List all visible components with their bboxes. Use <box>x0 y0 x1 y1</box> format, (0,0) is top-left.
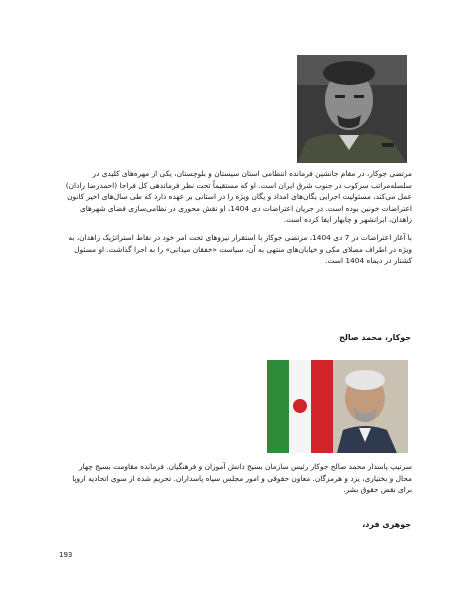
paragraph-3: سرتیپ پاسدار محمد صالح جوکار رئیس سازمان بسیج دانش آموزان و فرهنگیان. فرمانده مقاومت بسیج چهار محال و بختیاری، یزد و هرمزگان. معاون حقوقی و امور مجلس سپاه پاسداران. تحریم شده از سوی اتحادیه اروپا برای نقض حقوق بشر. <box>72 462 412 494</box>
portrait-with-iran-flag-photo <box>267 360 408 453</box>
page-number: 193 <box>59 551 73 559</box>
paragraph-1: مرتضی جوکار، در مقام جانشین فرمانده انتظامی استان سیستان و بلوچستان، یکی از مهره‌های کلیدی در سلسله‌مراتب سرکوب در جنوب شرق ایران است. او که مستقیماً تحت نظر فرماندهی کل فراجا (احمدرضا رادان) عمل می‌کند، مسئولیت اجرایی یگان‌های امداد و یگان ویژه را در استانی بر عهده دارد که طی سال‌های اخیر کانون اعتراضات خونین بوده است. در جریان اعتراضات دی 1404، او نقش محوری در نظامی‌سازی فضای شهرهای زاهدان، ایرانشهر و چابهار ایفا کرده است. <box>65 169 412 224</box>
section-heading-jokar-mohammad-saleh: جوکار، محمد صالح <box>339 333 411 342</box>
portrait-photo <box>297 55 407 163</box>
section-heading-johari-fard: جوهری فرد، <box>362 520 411 529</box>
paragraph-2: با آغاز اعتراضات در 7 دی 1404، مرتضی جوکار با استقرار نیروهای تحت امر خود در نقاط استراتژیک زاهدان، به ویژه در اطراف مصلای مکی و خیابان‌های منتهی به آن، سیاست «خفقان میدانی» را به اجرا گذاشت. او مسئول کشتار در دیماه 1404 است. <box>68 233 412 265</box>
